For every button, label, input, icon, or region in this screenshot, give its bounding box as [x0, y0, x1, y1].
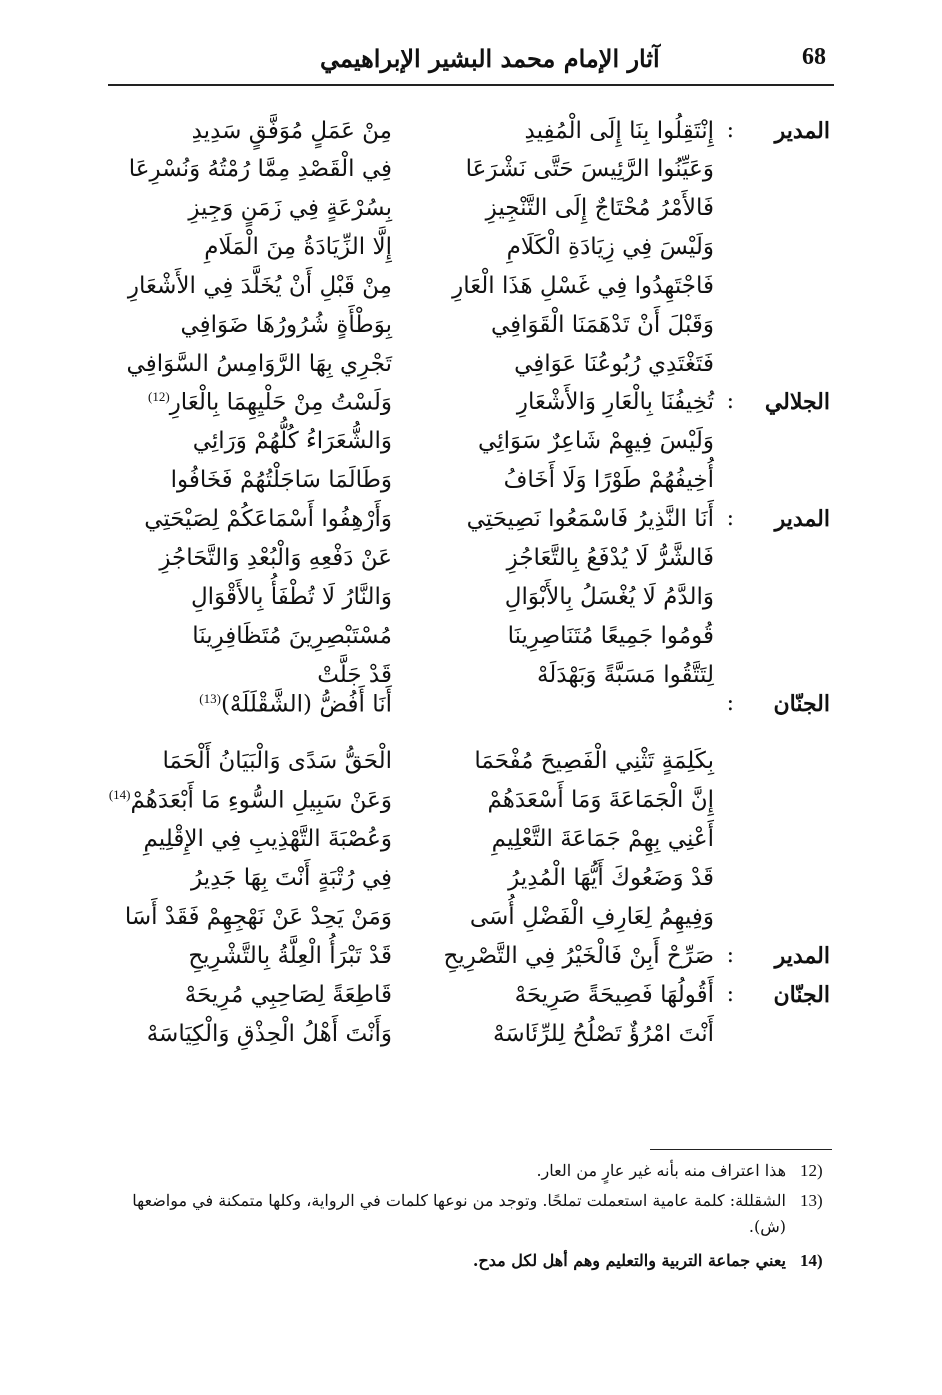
speaker-name: المدير: [774, 943, 830, 969]
second-hemistich: [127, 662, 392, 688]
second-hemistich-text: وَطَالَمَا سَاجَلْتُهُمْ فَخَافُوا: [170, 467, 392, 493]
verse-row: [0, 234, 942, 272]
verse-row: [0, 623, 942, 661]
footnote-text: الشقللة: كلمة عامية استعملت تملحًا. وتوجد من نوعها كلمات في الرواية، وكلها متمكنة في مواضعها (ش).: [132, 1191, 786, 1236]
verse-row: [0, 351, 942, 389]
speaker-colon: :: [726, 982, 734, 1007]
second-hemistich-text: تَجْرِي بِهَا الرَّوَامِسُ السَّوَافِي: [126, 351, 392, 377]
second-hemistich-text: وَعُصْبَةَ التَّهْذِيبِ فِي الإِقْلِيمِ: [143, 826, 392, 852]
verse-row: [0, 826, 942, 864]
second-hemistich: [127, 545, 392, 571]
second-hemistich: [127, 273, 392, 299]
verse-row: [0, 118, 942, 156]
footnote: [108, 1248, 834, 1274]
second-hemistich-text: بِوَطْأَةٍ شُرُورُهَا ضَوَافِي: [180, 312, 392, 338]
footnote-marker: (13): [199, 691, 221, 706]
second-hemistich: [127, 234, 392, 260]
second-hemistich-text: بِسُرْعَةٍ فِي زَمَنٍ وَجِيزِ: [188, 195, 392, 221]
second-hemistich: [127, 865, 392, 891]
footnote-number: 12): [800, 1161, 823, 1180]
verse-row: [0, 787, 942, 825]
second-hemistich-text: فِي الْقَصْدِ مِمَّا رُمْتُهُ وَنُسْرِعَا: [128, 156, 392, 182]
second-hemistich-text: مِنْ قَبْلِ أَنْ يُخَلَّدَ فِي الأَشْعَارِ: [127, 273, 392, 299]
first-hemistich: فَالأَمْرُ مُحْتَاجٌ إِلَى التَّنْجِيزِ: [485, 195, 714, 221]
first-hemistich: إِنْتَقِلُوا بِنَا إِلَى الْمُفِيدِ: [524, 118, 714, 144]
second-hemistich-text: وَلَسْتُ مِنْ حَلْيِهِمَا بِالْعَارِ: [169, 389, 392, 416]
second-hemistich: [108, 787, 392, 814]
second-hemistich: [127, 506, 392, 532]
second-hemistich-text: أَنَا أَفُضُّ (الشَّقْلَلَهْ): [220, 691, 392, 718]
footnote-text: يعني جماعة التربية والتعليم وهم أهل لكل مدح.: [472, 1251, 786, 1270]
second-hemistich-text: عَنْ دَفْعِهِ وَالْبُعْدِ وَالتَّحَاجُزِ: [159, 545, 392, 571]
second-hemistich: [127, 195, 392, 221]
page-number: 68: [802, 44, 826, 70]
second-hemistich-text: وَمَنْ يَحِدْ عَنْ نَهْجِهِمْ فَقَدْ أَسَا: [124, 904, 392, 930]
second-hemistich-text: مِنْ عَمَلٍ مُوَفَّقٍ سَدِيدِ: [191, 118, 392, 144]
verse-row: [0, 904, 942, 942]
second-hemistich-text: قَدْ تَبْرَأُ الْعِلَّةُ بِالتَّشْرِيحِ: [188, 943, 392, 969]
first-hemistich: وَعَيِّنُوا الرَّئِيسَ حَتَّى نَشْرَعَا: [465, 156, 714, 182]
first-hemistich: أَنَا النَّذِيرُ فَاسْمَعُوا نَصِيحَتِي: [466, 506, 714, 532]
first-hemistich: أَنْتَ امْرُؤٌ تَصْلُحُ لِلرِّئَاسَهْ: [493, 1021, 714, 1047]
footnote-number: 13): [800, 1191, 823, 1210]
second-hemistich: [127, 982, 392, 1008]
second-hemistich: [127, 826, 392, 852]
first-hemistich: أُخِيفُهُمْ طَوْرًا وَلَا أَخَافُ: [503, 467, 714, 493]
first-hemistich: أَعْنِي بِهِمْ جَمَاعَةَ التَّعْلِيمِ: [491, 826, 714, 852]
speaker-name: الجنّان: [773, 691, 830, 717]
footnote-number: 14): [800, 1251, 823, 1270]
second-hemistich-text: مُسْتَبْصِرِينَ مُتَظَافِرِينَا: [192, 623, 392, 649]
second-hemistich: [127, 351, 392, 377]
second-hemistich: [127, 428, 392, 454]
second-hemistich: [127, 118, 392, 144]
speaker-name: المدير: [774, 118, 830, 144]
footnotes: [108, 1158, 834, 1274]
verse-row: [0, 156, 942, 194]
verse-row: [0, 389, 942, 427]
verse-row: [0, 195, 942, 233]
second-hemistich: [127, 467, 392, 493]
footnote: [108, 1158, 834, 1184]
first-hemistich: وَقَبْلَ أَنْ تَدْهَمَنَا الْقَوَافِي: [491, 312, 714, 338]
second-hemistich: [127, 156, 392, 182]
footnote-text: هذا اعتراف منه بأنه غير عارٍ من العار.: [536, 1161, 786, 1180]
second-hemistich-text: قَدْ جَلَّتْ: [317, 662, 392, 688]
speaker-name: الجلالي: [764, 389, 830, 415]
speaker-name: المدير: [774, 506, 830, 532]
verse-row: [0, 584, 942, 622]
first-hemistich: صَرِّحْ أَبِنْ فَالْخَيْرُ فِي التَّصْرِيحِ: [443, 943, 714, 969]
second-hemistich-text: قَاطِعَةً لِصَاحِبِي مُرِيحَهْ: [184, 982, 392, 1008]
speaker-colon: :: [726, 389, 734, 414]
second-hemistich-text: وَالنَّارُ لَا تُطْفَأُ بِالأَقْوَالِ: [190, 584, 392, 610]
verse-row: [0, 748, 942, 786]
first-hemistich: فَالشَّرُّ لَا يُدْفَعُ بِالتَّعَاجُزِ: [506, 545, 714, 571]
first-hemistich: وَلَيْسَ فِي زِيَادَةِ الْكَلَامِ: [506, 234, 714, 260]
speaker-colon: :: [726, 943, 734, 968]
second-hemistich: [127, 312, 392, 338]
speaker-colon: :: [726, 506, 734, 531]
footnote: [108, 1188, 834, 1240]
second-hemistich-text: فِي رُتْبَةٍ أَنْتَ بِهَا جَدِيرُ: [191, 865, 392, 891]
second-hemistich: [127, 691, 392, 718]
first-hemistich: إِنَّ الْجَمَاعَةَ وَمَا أَسْعَدَهُمْ: [487, 787, 714, 813]
first-hemistich: وَلَيْسَ فِيهِمْ شَاعِرٌ سَوَائِي: [478, 428, 714, 454]
footnote-marker: (14): [108, 787, 131, 802]
first-hemistich: قُومُوا جَمِيعًا مُتَنَاصِرِينَا: [507, 623, 714, 649]
footnote-divider: [650, 1149, 832, 1150]
verse-row: [0, 545, 942, 583]
verse-row: [0, 312, 942, 350]
first-hemistich: وَالدَّمُ لَا يُغْسَلُ بِالأَبْوَالِ: [504, 584, 714, 610]
speaker-colon: :: [726, 691, 734, 716]
first-hemistich: بِكَلِمَةٍ تَثْنِي الْفَصِيحَ مُفْحَمَا: [474, 748, 714, 774]
second-hemistich: [124, 904, 392, 930]
verse-row: [0, 691, 942, 729]
first-hemistich: فَتَغْتَدِي رُبُوعُنَا عَوَافِي: [514, 351, 714, 377]
footnote-marker: (12): [148, 389, 170, 404]
running-title: آثار الإمام محمد البشير الإبراهيمي: [320, 44, 660, 73]
speaker-name: الجنّان: [773, 982, 830, 1008]
verse-row: [0, 943, 942, 981]
verse-row: [0, 865, 942, 903]
second-hemistich: [127, 748, 392, 774]
verse-row: [0, 1021, 942, 1059]
second-hemistich-text: وَعَنْ سَبِيلِ السُّوءِ مَا أَبْعَدَهُمْ: [130, 787, 392, 814]
second-hemistich: [127, 1021, 392, 1047]
verse-row: [0, 982, 942, 1020]
second-hemistich-text: إِلَّا الزِّيَادَةُ مِنَ الْمَلَامِ: [204, 234, 392, 260]
second-hemistich: [127, 943, 392, 969]
verse-row: [0, 273, 942, 311]
verse-row: [0, 467, 942, 505]
first-hemistich: وَفِيهِمُ لِعَارِفِ الْفَضْلِ أُسَى: [469, 904, 714, 930]
second-hemistich-text: وَأَرْهِفُوا أَسْمَاعَكُمْ لِصَيْحَتِي: [144, 506, 392, 532]
second-hemistich: [127, 623, 392, 649]
first-hemistich: أَقُولُهَا فَصِيحَةً صَرِيحَهْ: [514, 982, 714, 1008]
second-hemistich: [127, 389, 392, 416]
first-hemistich: لِتَتَّقُوا مَسَبَّةً وَبَهْدَلَهْ: [536, 662, 714, 688]
second-hemistich-text: وَالشُّعَرَاءُ كُلُّهُمْ وَرَائِي: [192, 428, 392, 454]
first-hemistich: تُخِيفُنَا بِالْعَارِ وَالأَشْعَارِ: [516, 389, 714, 415]
second-hemistich-text: وَأَنْتَ أَهْلُ الْحِذْقِ وَالْكِيَاسَهْ: [146, 1021, 392, 1047]
speaker-colon: :: [726, 118, 734, 143]
first-hemistich: فَاجْتَهِدُوا فِي غَسْلِ هَذَا الْعَارِ: [452, 273, 714, 299]
verse-row: [0, 506, 942, 544]
first-hemistich: قَدْ وَضَعُوكَ أَيُّهَا الْمُدِيرُ: [508, 865, 714, 891]
verse-row: [0, 428, 942, 466]
second-hemistich-text: الْحَقُّ سَدًى وَالْبَيَانُ أَلْحَمَا: [162, 748, 392, 774]
second-hemistich: [127, 584, 392, 610]
page-header: [108, 38, 834, 86]
